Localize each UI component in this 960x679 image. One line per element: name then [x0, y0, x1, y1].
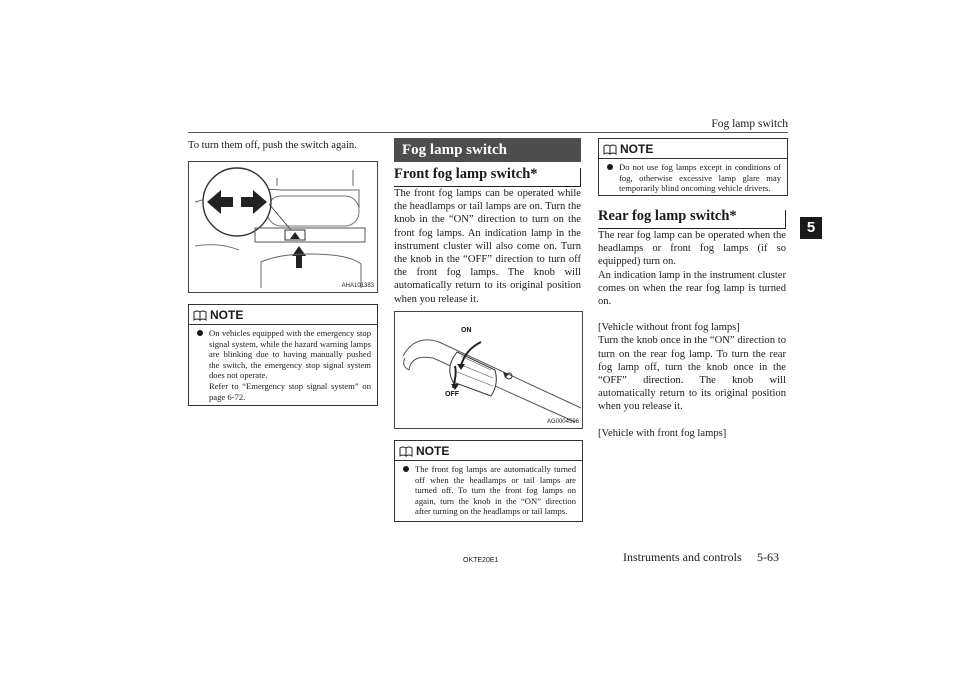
header-rule	[188, 132, 788, 133]
figure-id: AHA101383	[341, 283, 374, 289]
note-icon	[603, 143, 617, 155]
note-heading: NOTE	[189, 305, 377, 322]
chapter-tab: 5	[800, 217, 822, 239]
running-header: Fog lamp switch	[711, 118, 788, 130]
note-body: Do not use fog lamps except in conditions of fog, otherwise excessive lamp glare may temporarily blind oncoming vehicle drivers.	[599, 159, 787, 198]
subsection-title-front: Front fog lamp switch*	[394, 166, 581, 187]
fog-knob-illustration	[395, 312, 582, 428]
front-fog-body: The front fog lamps can be operated while the headlamps or tail lamps are on. Turn the knob in the “ON” direction to turn on the front fog lamps. An indication lamp in the instrument cluster will also come on. Turn the knob in the “OFF” direction to turn off the front fog lamps. The knob will automatically return to its original position when you release it.	[394, 188, 581, 305]
bullet-icon	[403, 466, 409, 472]
doc-code: OKTE20E1	[463, 557, 499, 564]
note-body: On vehicles equipped with the emergency stop signal system, while the hazard warning lamps are blinking due to having manually pushed the switch, the emergency stop signal system does not operate. Refer to “Emergency stop signal system” on page 6-72.	[189, 325, 377, 406]
note-box-glare	[598, 138, 788, 196]
figure-id: AG0004596	[546, 419, 579, 425]
rear-fog-para1: The rear fog lamp can be operated when the headlamps or front fog lamps (if so equipped) turn on.	[598, 230, 786, 268]
note-icon	[193, 309, 207, 321]
bullet-icon	[607, 164, 613, 170]
note-heading: NOTE	[599, 139, 787, 156]
page-number: 5-63	[757, 550, 779, 564]
hazard-switch-illustration	[189, 162, 377, 292]
note-reference: Refer to “Emergency stop signal system” on page 6-72.	[209, 380, 371, 402]
svg-text:OFF: OFF	[445, 391, 459, 398]
section-title: Fog lamp switch	[394, 138, 581, 162]
rear-fog-label-without: [Vehicle without front fog lamps]	[598, 322, 740, 334]
rear-fog-label-with: [Vehicle with front fog lamps]	[598, 427, 727, 439]
svg-text:ON: ON	[461, 327, 472, 334]
rear-fog-para3: Turn the knob once in the “ON” direction to turn on the rear fog lamp. To turn the rear fog lamp off, turn the knob once in the “OFF” direction. The knob will automatically return to its original position when you release it.	[598, 335, 786, 413]
rear-fog-para2: An indication lamp in the instrument cluster comes on when the rear fog lamp is turned on.	[598, 269, 786, 308]
note-box-emergency	[188, 304, 378, 406]
subsection-title-rear: Rear fog lamp switch*	[598, 208, 786, 229]
fog-knob-figure	[394, 311, 583, 429]
note-body: The front fog lamps are automatically turned off when the headlamps or tail lamps are turned off. To turn the front fog lamps on again, turn the knob in the “ON” direction after turning on the headlamps or tail lamps.	[395, 461, 582, 521]
note-box-front-fog	[394, 440, 583, 522]
bullet-icon	[197, 330, 203, 336]
note-heading: NOTE	[395, 441, 582, 458]
intro-text: To turn them off, push the switch again.	[188, 140, 357, 151]
hazard-switch-figure	[188, 161, 378, 293]
rear-fog-body	[598, 229, 786, 440]
footer-section: Instruments and controls	[623, 550, 742, 564]
note-icon	[399, 445, 413, 457]
